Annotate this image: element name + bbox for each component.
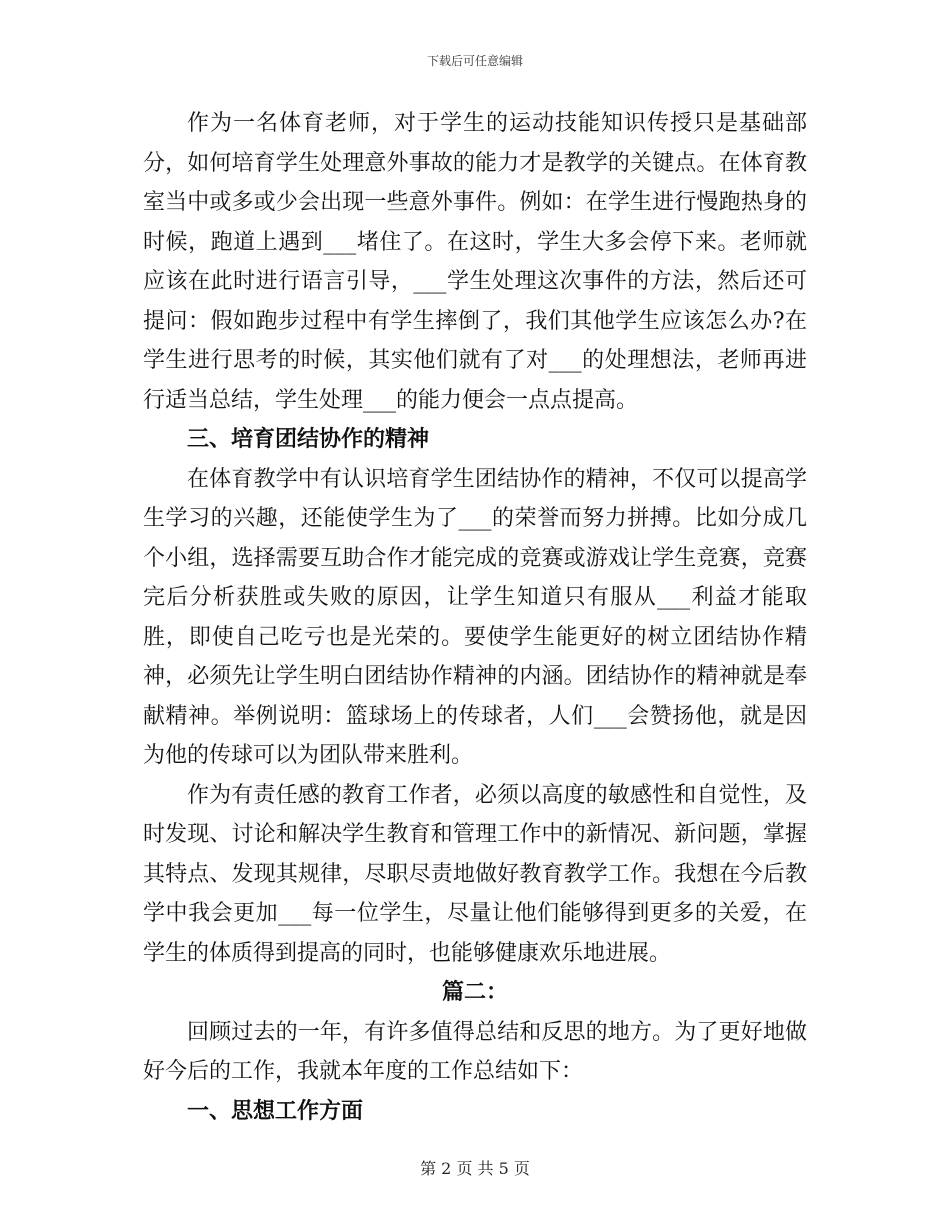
document-body [143, 104, 807, 1131]
page-footer: 第 2 页 共 5 页 [420, 1159, 530, 1178]
section-heading-ideology: 一、思想工作方面 [187, 1097, 364, 1124]
paragraph-responsibility: 作为有责任感的教育工作者，必须以高度的敏感性和自觉性，及时发现、讨论和解决学生教育和管理工作中的新情况、新问题，掌握其特点、发现其规律，尽职尽责地做好教育教学工作。我想在今后教学中我会更加___每一位学生，尽量让他们能够得到更多的关爱，在学生的体质得到提高的同时，也能够健康欢乐地进展。 [143, 782, 807, 966]
page-header: 下载后可任意编辑 [426, 54, 523, 68]
paragraph-teamwork: 在体育教学中有认识培育学生团结协作的精神，不仅可以提高学生学习的兴趣，还能使学生为了___的荣誉而努力拼搏。比如分成几个小组，选择需要互助合作才能完成的竞赛或游戏让学生竞赛，竞赛完后分析获胜或失败的原因，让学生知道只有服从___利益才能取胜，即使自己吃亏也是光荣的。要使学生能更好的树立团结协作精神，必须先让学生明白团结协作精神的内涵。团结协作的精神就是奉献精神。举例说明：篮球场上的传球者，人们___会赞扬他，就是因为他的传球可以为团队带来胜利。 [143, 466, 807, 768]
section-heading-teamwork: 三、培育团结协作的精神 [187, 426, 430, 452]
paragraph-review: 回顾过去的一年，有许多值得总结和反思的地方。为了更好地做好今后的工作，我就本年度的工作总结如下： [143, 1019, 807, 1084]
paragraph-accident-handling: 作为一名体育老师，对于学生的运动技能知识传授只是基础部分，如何培育学生处理意外事故的能力才是教学的关键点。在体育教室当中或多或少会出现一些意外事件。例如：在学生进行慢跑热身的时候，跑道上遇到___堵住了。在这时，学生大多会停下来。老师就应该在此时进行语言引导，___学生处理这次事件的方法，然后还可提问：假如跑步过程中有学生摔倒了，我们其他学生应该怎么办?在学生进行思考的时候，其实他们就有了对___的处理想法，老师再进行适当总结，学生处理___的能力便会一点点提高。 [143, 111, 807, 413]
chapter-heading-part-two: 篇二： [441, 979, 508, 1005]
